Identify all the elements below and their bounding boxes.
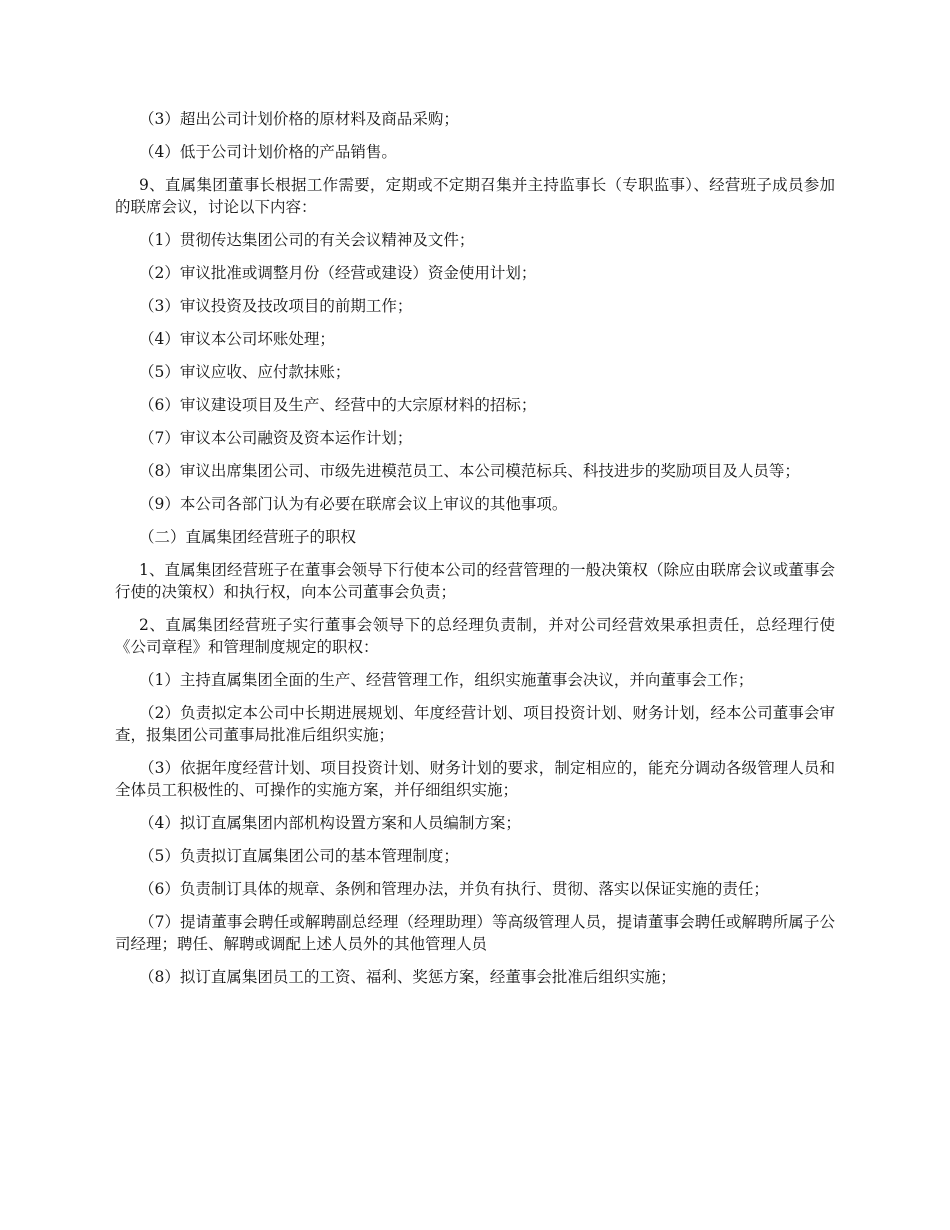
paragraph-meeting-item-2: （2）审议批准或调整月份（经营或建设）资金使用计划； [139, 264, 537, 282]
paragraph-meeting-item-7: （7）审议本公司融资及资本运作计划； [139, 429, 413, 447]
paragraph-meeting-item-8: （8）审议出席集团公司、市级先进模范员工、本公司模范标兵、科技进步的奖励项目及人员等； [139, 462, 800, 480]
paragraph-gm-power-7: （7）提请董事会聘任或解聘副总经理（经理助理）等高级管理人员，提请董事会聘任或解聘所属子公司经理；聘任、解聘或调配上述人员外的其他管理人员 [115, 913, 835, 953]
paragraph-meeting-item-3: （3）审议投资及技改项目的前期工作； [139, 297, 413, 315]
paragraph-meeting-item-5: （5）审议应收、应付款抹账； [139, 363, 351, 381]
paragraph-gm-power-6: （6）负责制订具体的规章、条例和管理办法，并负有执行、贯彻、落实以保证实施的责任； [139, 880, 769, 898]
paragraph-section-9-joint-meeting: 9、直属集团董事长根据工作需要，定期或不定期召集并主持监事长（专职监事）、经营班子成员参加的联席会议，讨论以下内容： [115, 176, 835, 216]
paragraph-team-duty-1: 1、直属集团经营班子在董事会领导下行使本公司的经营管理的一般决策权（除应由联席会议或董事会行使的决策权）和执行权，向本公司董事会负责； [115, 561, 835, 601]
paragraph-meeting-item-9: （9）本公司各部门认为有必要在联席会议上审议的其他事项。 [139, 495, 568, 513]
document-page [115, 108, 835, 999]
paragraph-gm-power-5: （5）负责拟订直属集团公司的基本管理制度； [139, 847, 459, 865]
paragraph-item-4-sales: （4）低于公司计划价格的产品销售。 [139, 143, 397, 161]
paragraph-item-3-purchase: （3）超出公司计划价格的原材料及商品采购； [139, 110, 459, 128]
paragraph-gm-power-1: （1）主持直属集团全面的生产、经营管理工作，组织实施董事会决议，并向董事会工作； [139, 671, 754, 689]
paragraph-gm-power-2: （2）负责拟定本公司中长期进展规划、年度经营计划、项目投资计划、财务计划，经本公司董事会审查，报集团公司董事局批准后组织实施； [115, 704, 835, 744]
paragraph-team-duty-2: 2、直属集团经营班子实行董事会领导下的总经理负责制，并对公司经营效果承担责任，总经理行使《公司章程》和管理制度规定的职权： [115, 616, 835, 656]
paragraph-gm-power-3: （3）依据年度经营计划、项目投资计划、财务计划的要求，制定相应的，能充分调动各级管理人员和全体员工积极性的、可操作的实施方案，并仔细组织实施； [115, 759, 835, 799]
section-heading-management-team: （二）直属集团经营班子的职权 [139, 528, 357, 546]
paragraph-meeting-item-1: （1）贯彻传达集团公司的有关会议精神及文件； [139, 231, 475, 249]
paragraph-gm-power-8: （8）拟订直属集团员工的工资、福利、奖惩方案，经董事会批准后组织实施； [139, 968, 676, 986]
paragraph-gm-power-4: （4）拟订直属集团内部机构设置方案和人员编制方案； [139, 814, 521, 832]
paragraph-meeting-item-6: （6）审议建设项目及生产、经营中的大宗原材料的招标； [139, 396, 537, 414]
paragraph-meeting-item-4: （4）审议本公司坏账处理； [139, 330, 335, 348]
